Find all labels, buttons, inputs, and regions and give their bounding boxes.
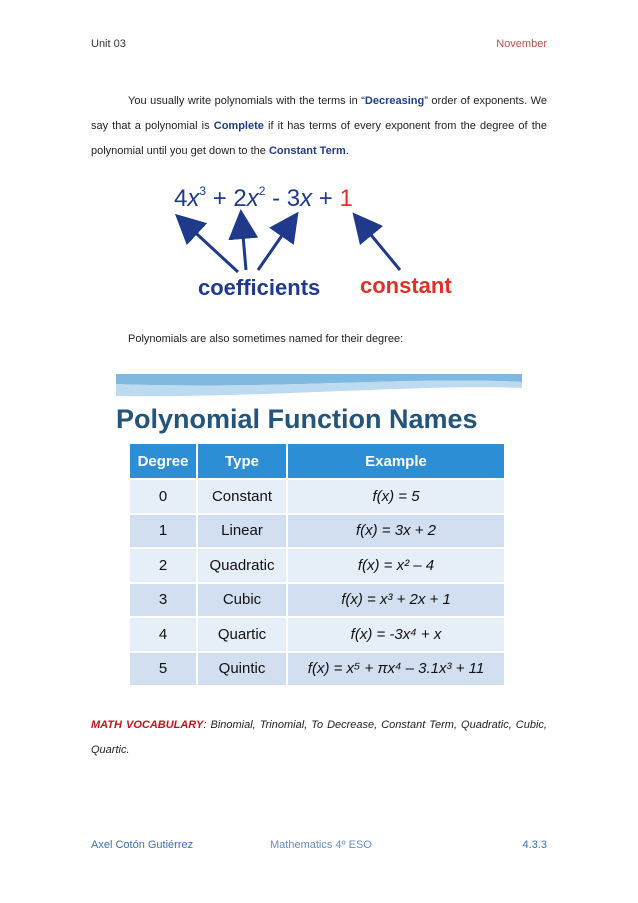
header-example: Example [287, 444, 505, 479]
header-type: Type [197, 444, 287, 479]
cell-degree: 5 [130, 652, 197, 686]
term-decreasing: Decreasing [364, 95, 425, 107]
cell-example: f(x) = 5 [287, 479, 505, 514]
intro-text-d: . [345, 145, 349, 157]
header-degree: Degree [130, 444, 197, 479]
arrow-to-3 [258, 224, 290, 270]
cell-example: f(x) = -3x⁴ + x [287, 617, 505, 652]
table-row [130, 514, 505, 549]
intro-text-c: if it has terms of every exponent from the degree of the polynomial until you get down to the [91, 120, 547, 157]
polynomial-diagram [150, 180, 480, 305]
cell-type: Quadratic [197, 548, 287, 583]
coefficients-label: coefficients [198, 275, 321, 300]
footer-page: 4.3.3 [522, 839, 547, 851]
cell-degree: 4 [130, 617, 197, 652]
footer-author: Axel Cotón Gutiérrez [91, 839, 194, 851]
table-row [130, 479, 505, 514]
vocabulary-terms: Binomial, Trinomial, To Decrease, Constant Term, Quadratic, Cubic, Quartic. [91, 719, 547, 756]
table-row [130, 583, 505, 618]
cell-degree: 3 [130, 583, 197, 618]
polynomial-names-panel [116, 374, 522, 680]
polynomial-figure [150, 180, 480, 305]
cell-type: Quintic [197, 652, 287, 686]
arrow-to-4 [186, 224, 238, 272]
cell-example: f(x) = x⁵ + πx⁴ – 3.1x³ + 11 [287, 652, 505, 686]
degree-intro: Polynomials are also sometimes named for their degree: [128, 333, 404, 345]
term-constant: Constant Term [268, 145, 346, 157]
footer-course: Mathematics 4º ESO [270, 839, 372, 851]
table-row [130, 548, 505, 583]
header-month: November [496, 38, 547, 50]
polynomial-names-table [130, 444, 506, 685]
cell-type: Linear [197, 514, 287, 549]
arrow-to-1 [362, 224, 400, 270]
polynomial-expression: $4x^3 + 2x^2 - 3x + 1$ [174, 184, 353, 212]
cell-example: f(x) = 3x + 2 [287, 514, 505, 549]
term-complete: Complete [213, 120, 264, 132]
intro-text-a: You usually write polynomials with the terms in “ [128, 95, 365, 107]
cell-degree: 0 [130, 479, 197, 514]
vocabulary-colon: : [203, 719, 207, 731]
intro-paragraph [91, 89, 547, 164]
header-unit: Unit 03 [91, 38, 126, 50]
cell-degree: 2 [130, 548, 197, 583]
cell-type: Quartic [197, 617, 287, 652]
cell-degree: 1 [130, 514, 197, 549]
intro-text-b: ” order of exponents. We say that a polynomial is [91, 95, 547, 132]
cell-type: Cubic [197, 583, 287, 618]
arrow-to-2 [242, 224, 246, 270]
table-row [130, 652, 505, 686]
table-title: Polynomial Function Names [116, 404, 478, 434]
table-row [130, 617, 505, 652]
cell-example: f(x) = x² – 4 [287, 548, 505, 583]
constant-label: constant [360, 273, 452, 298]
math-vocabulary [91, 713, 547, 763]
cell-type: Constant [197, 479, 287, 514]
cell-example: f(x) = x³ + 2x + 1 [287, 583, 505, 618]
table-header-row [130, 444, 505, 479]
vocabulary-label: MATH VOCABULARY [91, 719, 204, 731]
